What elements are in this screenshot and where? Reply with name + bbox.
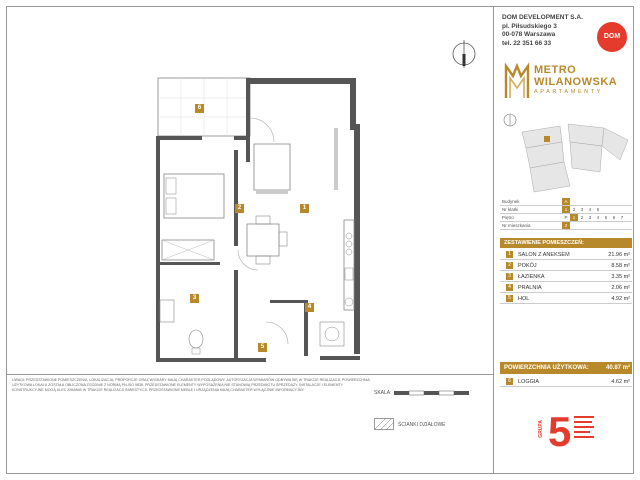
brand-line1: METRO <box>534 64 577 76</box>
notes-text: UWAGI: PRZEDSTAWIONE POMIESZCZENIA, LOKALIZACJA, PROPORCJE ORAZ WYMIARY MAJĄ CHARAKTER POGLĄDOWY. AUTORYZACJA WYMIARÓW ODBYWA SIĘ W TRAKCIE REALIZACJI. POWIERZCHNIA UŻYTKOWA LOKALU ZOSTAŁA OBLICZONA ZGODNIE Z NORMĄ PN-ISO 9836. PRZEDSTAWIONE ELEMENTY WYPOSAŻENIA NIE STANOWIĄ PRZEDMIOTU SPRZEDAŻY. INSTALACJE I ELEMENTY KONSTRUKCYJNE MOGĄ ULEC ZMIANIE W TRAKCIE REALIZACJI INWESTYCJI. PRZEDSTAWIONE MEBLE I URZĄDZENIA MAJĄ CHARAKTER WYŁĄCZNIE INFORMACYJNY. <box>12 378 370 393</box>
brand-logo <box>504 62 629 102</box>
scale-label: SKALA: <box>374 390 392 396</box>
company-city: 00-078 Warszawa <box>502 31 556 38</box>
room-row: 5 HOL 4.92 m² <box>500 294 632 304</box>
info-table <box>500 198 632 230</box>
chair-top <box>256 216 270 224</box>
brand-line2: WILANOWSKA <box>534 76 618 88</box>
tv-unit <box>334 128 338 190</box>
room-row: 4 PRALNIA 2.06 m² <box>500 283 632 293</box>
keyplan-highlight <box>544 136 550 142</box>
plan-label-bathroom: 3 <box>190 294 199 303</box>
info-row: Nr klatki 1 2 3 4 5 <box>500 206 632 214</box>
bed <box>164 174 224 218</box>
info-row: Piętro P 1 2 3 4 5 6 7 <box>500 214 632 222</box>
divider-vertical <box>493 6 494 474</box>
walls-label: ŚCIANKI DZIAŁOWE <box>398 422 446 428</box>
key-plan <box>500 112 630 198</box>
plan-label-living: 1 <box>300 204 309 213</box>
company-name: DOM DEVELOPMENT S.A. <box>502 14 583 21</box>
chair-bottom <box>256 256 270 264</box>
toilet <box>189 330 203 348</box>
chair-right <box>279 232 287 246</box>
room-row: 1 SALON Z ANEKSEM 21.96 m² <box>500 250 632 260</box>
plan-label-hall: 5 <box>258 343 267 352</box>
loggia-grid <box>158 78 250 136</box>
rooms-header: ZESTAWIENIE POMIESZCZEŃ: <box>500 238 632 248</box>
floor-plan <box>20 40 480 370</box>
total-area-label: POWIERZCHNIA UŻYTKOWA: <box>504 365 589 371</box>
total-area-header <box>500 362 632 374</box>
plan-label-laundry: 4 <box>305 303 314 312</box>
washing-machine <box>320 322 344 346</box>
company-phone: tel. 22 351 66 33 <box>502 39 552 47</box>
walls-legend-icon <box>374 418 394 430</box>
loggia-row: 6 LOGGIA 4.62 m² <box>500 377 632 387</box>
sofa <box>254 144 290 190</box>
room-row: 3 ŁAZIENKA 3.35 m² <box>500 272 632 282</box>
group-number: 5 <box>548 408 572 455</box>
divider-horizontal <box>6 374 493 375</box>
brand-line3: APARTAMENTY <box>534 89 603 95</box>
room-row: 2 POKÓJ 8.58 m² <box>500 261 632 271</box>
walls <box>156 78 360 362</box>
brand-mark-icon <box>504 62 530 100</box>
scale-bar <box>394 388 484 398</box>
total-area-value: 40.87 m² <box>605 365 630 371</box>
group-label: GRUPA <box>538 420 544 438</box>
group5-logo <box>538 410 598 466</box>
plan-label-room: 2 <box>235 204 244 213</box>
info-row: Budynek A <box>500 198 632 206</box>
washbasin <box>160 300 174 322</box>
info-row: Nr mieszkania 2 <box>500 222 632 230</box>
sofa-base <box>256 190 288 194</box>
group-text-lines <box>574 416 596 452</box>
company-block <box>502 14 583 48</box>
dom-logo: DOM <box>597 22 627 52</box>
compass-icon <box>450 40 478 68</box>
kitchen-counter <box>344 220 354 310</box>
company-street: pl. Piłsudskiego 3 <box>502 22 557 30</box>
dining-table <box>247 224 279 256</box>
plan-label-loggia: 6 <box>195 104 204 113</box>
